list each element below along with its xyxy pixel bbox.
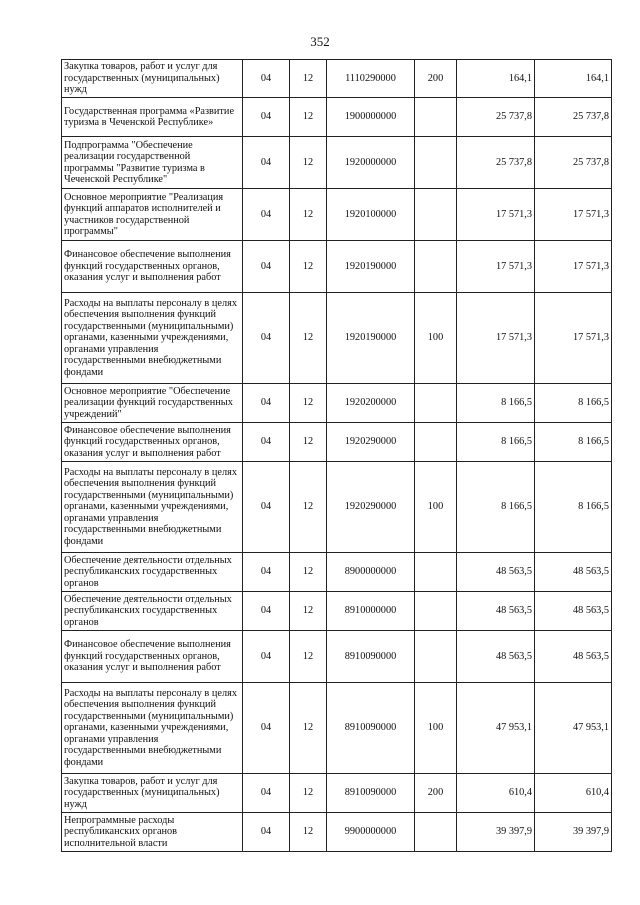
- table-row: [62, 683, 612, 774]
- row-target-article-cell: 1920190000: [327, 241, 415, 293]
- row-expense-type-cell: 200: [415, 60, 457, 98]
- row-name-cell: Финансовое обеспечение выполнения функций государственных органов, оказания услуг и выполнения работ: [62, 631, 243, 683]
- table-row: [62, 462, 612, 553]
- row-expense-type-cell: 100: [415, 683, 457, 774]
- row-amount-2-cell: 8 166,5: [535, 423, 612, 462]
- row-target-article-cell: 8910090000: [327, 683, 415, 774]
- row-amount-2-cell: 48 563,5: [535, 592, 612, 631]
- row-section-cell: 04: [243, 592, 290, 631]
- row-subsection-cell: 12: [290, 462, 327, 553]
- row-amount-1-cell: 17 571,3: [457, 189, 535, 241]
- row-name-cell: Основное мероприятие "Обеспечение реализации функций государственных учреждений": [62, 384, 243, 423]
- row-expense-type-cell: [415, 631, 457, 683]
- row-expense-type-cell: [415, 98, 457, 137]
- row-target-article-cell: 1110290000: [327, 60, 415, 98]
- row-expense-type-cell: 100: [415, 462, 457, 553]
- row-amount-2-cell: 48 563,5: [535, 631, 612, 683]
- row-subsection-cell: 12: [290, 813, 327, 852]
- page-number: 352: [310, 34, 330, 49]
- table-row: [62, 293, 612, 384]
- budget-table-body: [62, 60, 612, 852]
- row-subsection-cell: 12: [290, 137, 327, 189]
- row-name-cell: Основное мероприятие "Реализация функций аппаратов исполнителей и участников государственной программы": [62, 189, 243, 241]
- row-section-cell: 04: [243, 813, 290, 852]
- row-subsection-cell: 12: [290, 293, 327, 384]
- row-target-article-cell: 1920200000: [327, 384, 415, 423]
- table-row: [62, 774, 612, 813]
- row-subsection-cell: 12: [290, 631, 327, 683]
- table-row: [62, 384, 612, 423]
- row-target-article-cell: 1920290000: [327, 423, 415, 462]
- table-row: [62, 241, 612, 293]
- row-amount-1-cell: 8 166,5: [457, 384, 535, 423]
- row-target-article-cell: 1920290000: [327, 462, 415, 553]
- table-row: [62, 189, 612, 241]
- row-name-cell: Финансовое обеспечение выполнения функций государственных органов, оказания услуг и выполнения работ: [62, 423, 243, 462]
- row-amount-2-cell: 164,1: [535, 60, 612, 98]
- row-section-cell: 04: [243, 683, 290, 774]
- row-target-article-cell: 8910000000: [327, 592, 415, 631]
- row-subsection-cell: 12: [290, 553, 327, 592]
- row-section-cell: 04: [243, 241, 290, 293]
- row-amount-1-cell: 47 953,1: [457, 683, 535, 774]
- row-expense-type-cell: 200: [415, 774, 457, 813]
- row-subsection-cell: 12: [290, 98, 327, 137]
- row-subsection-cell: 12: [290, 241, 327, 293]
- row-section-cell: 04: [243, 462, 290, 553]
- row-expense-type-cell: [415, 241, 457, 293]
- row-subsection-cell: 12: [290, 60, 327, 98]
- row-name-cell: Закупка товаров, работ и услуг для государственных (муниципальных) нужд: [62, 60, 243, 98]
- row-subsection-cell: 12: [290, 592, 327, 631]
- row-expense-type-cell: [415, 423, 457, 462]
- row-name-cell: Закупка товаров, работ и услуг для государственных (муниципальных) нужд: [62, 774, 243, 813]
- row-amount-2-cell: 25 737,8: [535, 137, 612, 189]
- row-expense-type-cell: [415, 553, 457, 592]
- row-section-cell: 04: [243, 60, 290, 98]
- row-expense-type-cell: [415, 189, 457, 241]
- row-name-cell: Расходы на выплаты персоналу в целях обеспечения выполнения функций государственными (муниципальными) органами, казенными учреждениями, органами управления государственными внебюджетными фондами: [62, 293, 243, 384]
- row-section-cell: 04: [243, 189, 290, 241]
- table-row: [62, 423, 612, 462]
- row-section-cell: 04: [243, 98, 290, 137]
- row-amount-1-cell: 8 166,5: [457, 462, 535, 553]
- row-name-cell: Непрограммные расходы республиканских органов исполнительной власти: [62, 813, 243, 852]
- row-section-cell: 04: [243, 774, 290, 813]
- table-row: [62, 631, 612, 683]
- row-amount-1-cell: 17 571,3: [457, 241, 535, 293]
- row-amount-1-cell: 48 563,5: [457, 631, 535, 683]
- row-subsection-cell: 12: [290, 423, 327, 462]
- table-row: [62, 137, 612, 189]
- row-name-cell: Государственная программа «Развитие туризма в Чеченской Республике»: [62, 98, 243, 137]
- row-amount-2-cell: 17 571,3: [535, 241, 612, 293]
- row-target-article-cell: 1920190000: [327, 293, 415, 384]
- row-name-cell: Обеспечение деятельности отдельных республиканских государственных органов: [62, 592, 243, 631]
- table-row: [62, 60, 612, 98]
- row-amount-2-cell: 39 397,9: [535, 813, 612, 852]
- row-amount-1-cell: 48 563,5: [457, 592, 535, 631]
- table-row: [62, 813, 612, 852]
- row-section-cell: 04: [243, 137, 290, 189]
- row-subsection-cell: 12: [290, 384, 327, 423]
- row-subsection-cell: 12: [290, 774, 327, 813]
- row-expense-type-cell: [415, 384, 457, 423]
- row-name-cell: Подпрограмма "Обеспечение реализации государственной программы "Развитие туризма в Чеченской Республике": [62, 137, 243, 189]
- row-section-cell: 04: [243, 384, 290, 423]
- row-name-cell: Расходы на выплаты персоналу в целях обеспечения выполнения функций государственными (муниципальными) органами, казенными учреждениями, органами управления государственными внебюджетными фондами: [62, 462, 243, 553]
- row-expense-type-cell: [415, 813, 457, 852]
- row-target-article-cell: 8910090000: [327, 631, 415, 683]
- row-name-cell: Финансовое обеспечение выполнения функций государственных органов, оказания услуг и выполнения работ: [62, 241, 243, 293]
- row-name-cell: Расходы на выплаты персоналу в целях обеспечения выполнения функций государственными (муниципальными) органами, казенными учреждениями, органами управления государственными внебюджетными фондами: [62, 683, 243, 774]
- row-amount-2-cell: 610,4: [535, 774, 612, 813]
- row-amount-2-cell: 47 953,1: [535, 683, 612, 774]
- row-section-cell: 04: [243, 631, 290, 683]
- row-target-article-cell: 1900000000: [327, 98, 415, 137]
- row-amount-1-cell: 25 737,8: [457, 98, 535, 137]
- row-expense-type-cell: [415, 592, 457, 631]
- row-amount-1-cell: 610,4: [457, 774, 535, 813]
- row-amount-2-cell: 17 571,3: [535, 293, 612, 384]
- row-amount-2-cell: 8 166,5: [535, 384, 612, 423]
- row-section-cell: 04: [243, 423, 290, 462]
- row-amount-1-cell: 39 397,9: [457, 813, 535, 852]
- row-section-cell: 04: [243, 553, 290, 592]
- row-expense-type-cell: [415, 137, 457, 189]
- row-target-article-cell: 8910090000: [327, 774, 415, 813]
- table-row: [62, 98, 612, 137]
- budget-table: [61, 59, 612, 852]
- row-amount-1-cell: 17 571,3: [457, 293, 535, 384]
- row-amount-2-cell: 8 166,5: [535, 462, 612, 553]
- row-target-article-cell: 1920000000: [327, 137, 415, 189]
- row-amount-1-cell: 25 737,8: [457, 137, 535, 189]
- row-subsection-cell: 12: [290, 683, 327, 774]
- row-amount-1-cell: 164,1: [457, 60, 535, 98]
- row-section-cell: 04: [243, 293, 290, 384]
- row-target-article-cell: 8900000000: [327, 553, 415, 592]
- row-expense-type-cell: 100: [415, 293, 457, 384]
- table-row: [62, 553, 612, 592]
- row-amount-1-cell: 8 166,5: [457, 423, 535, 462]
- row-target-article-cell: 1920100000: [327, 189, 415, 241]
- row-subsection-cell: 12: [290, 189, 327, 241]
- row-amount-1-cell: 48 563,5: [457, 553, 535, 592]
- row-target-article-cell: 9900000000: [327, 813, 415, 852]
- row-amount-2-cell: 48 563,5: [535, 553, 612, 592]
- row-amount-2-cell: 17 571,3: [535, 189, 612, 241]
- row-name-cell: Обеспечение деятельности отдельных республиканских государственных органов: [62, 553, 243, 592]
- row-amount-2-cell: 25 737,8: [535, 98, 612, 137]
- table-row: [62, 592, 612, 631]
